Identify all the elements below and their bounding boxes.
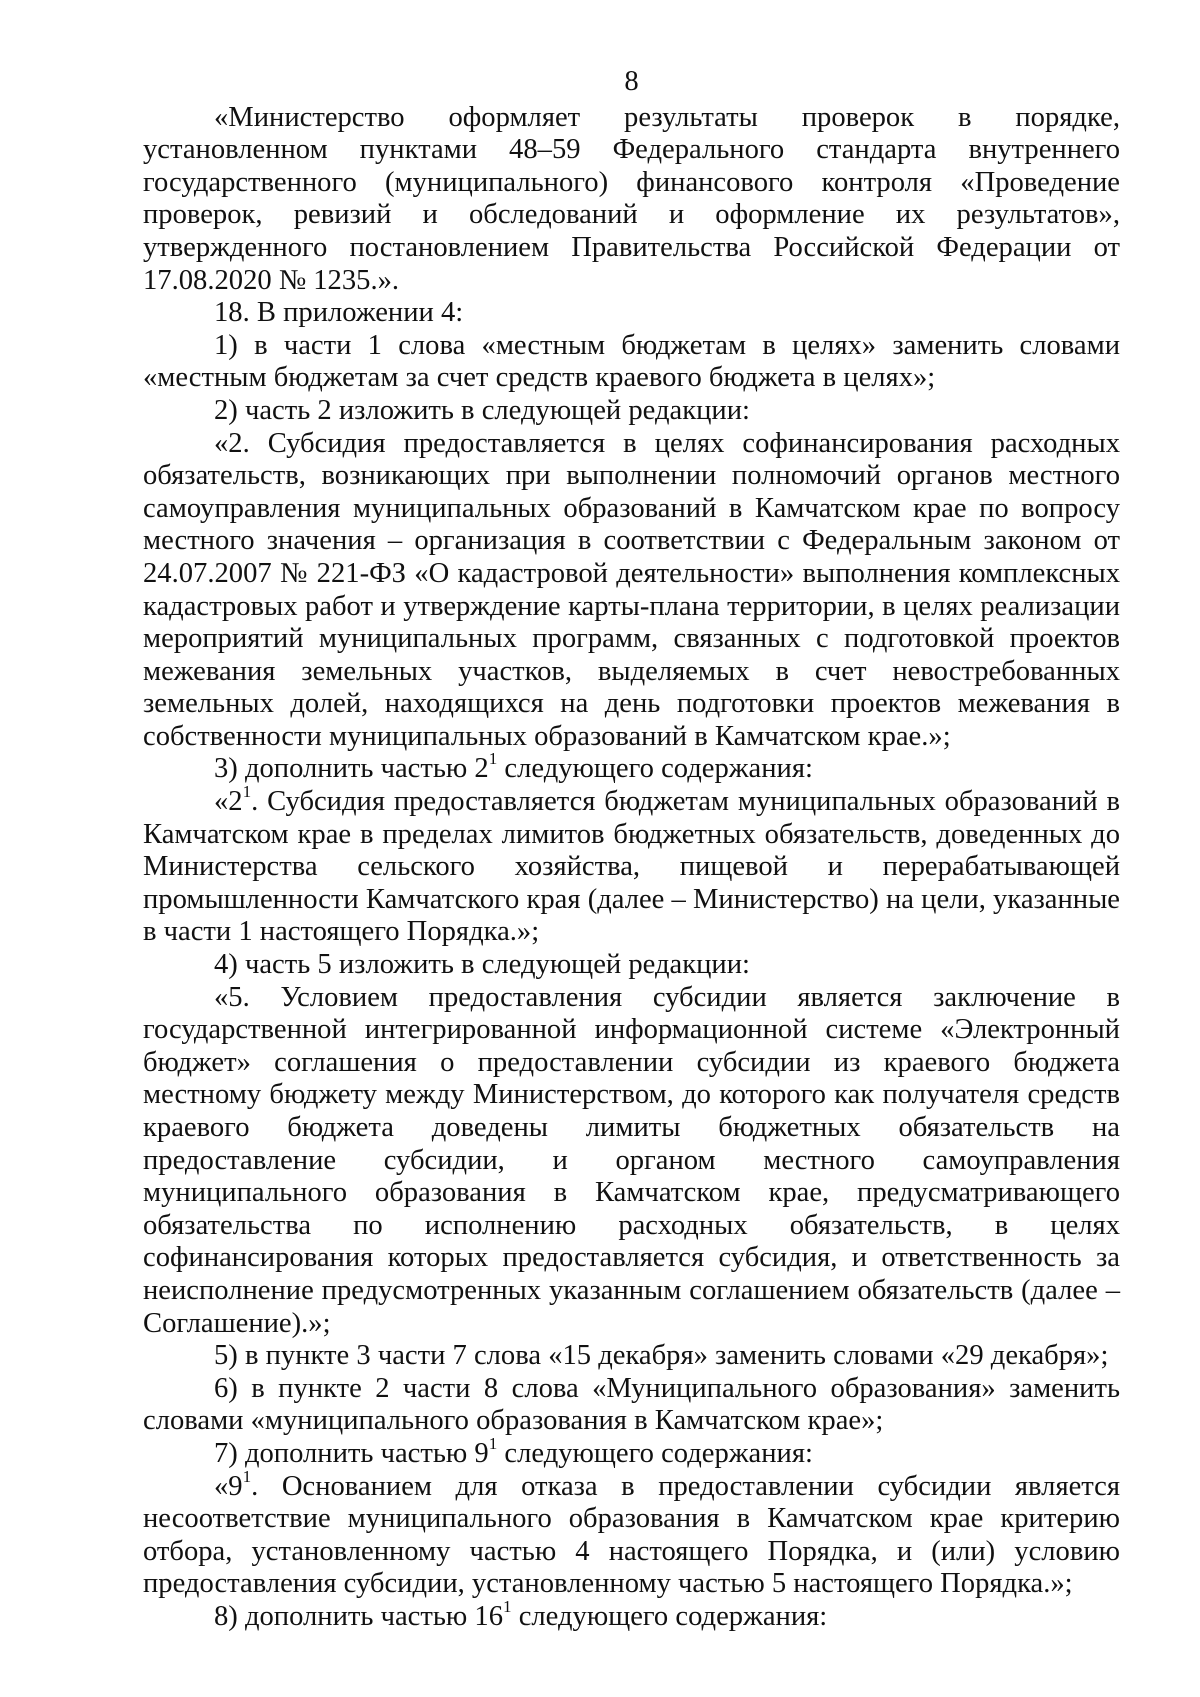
paragraph-subitem-8 [143, 1597, 1120, 1634]
paragraph-subitem-7 [143, 1434, 1120, 1471]
text-run: . Субсидия предоставляется бюджетам муниципальных образований в Камчатском крае в пределах лимитов бюджетных обязательств, доведенных до Министерства сельского хозяйства, пищевой и перерабатывающей промышленности Камчатского края (далее – Министерство) на цели, указанные в части 1 настоящего Порядка.»; [143, 786, 1120, 948]
text-run: «9 [214, 1470, 243, 1502]
paragraph-subitem-2: 2) часть 2 изложить в следующей редакции: [214, 394, 750, 426]
text-run: . Основанием для отказа в предоставлении субсидии является несоответствие муниципального образования в Камчатском крае критерию отбора, установленному частью 4 настоящего Порядка, и (или) условию предоставления субсидии, установленному частью 5 настоящего Порядка.»; [143, 1470, 1120, 1600]
text-run: следующего содержания: [497, 753, 813, 785]
paragraph-subitem-6: 6) в пункте 2 части 8 слова «Муниципального образования» заменить словами «муниципального образования в Камчатском крае»; [143, 1372, 1120, 1437]
paragraph-subitem-4: 4) часть 5 изложить в следующей редакции: [214, 949, 750, 981]
superscript: 1 [242, 1466, 252, 1486]
paragraph-part-5-text: «5. Условием предоставления субсидии является заключение в государственной интегрированной информационной системе «Электронный бюджет» соглашения о предоставлении субсидии из краевого бюджета местному бюджету между Министерством, до которого как получателя средств краевого бюджета доведены лимиты бюджетных обязательств на предоставление субсидии, и органом местного самоуправления муниципального образования в Камчатском крае, предусматривающего обязательства по исполнению расходных обязательств, в целях софинансирования которых предоставляется субсидия, и ответственность за неисполнение предусмотренных указанным соглашением обязательств (далее – Соглашение).»; [143, 981, 1120, 1339]
paragraph-part-2-1-text [143, 782, 1120, 949]
text-run: «2 [214, 786, 243, 818]
superscript: 1 [503, 1597, 512, 1617]
paragraph-subitem-3 [143, 749, 1120, 786]
page-number: 8 [624, 66, 639, 97]
paragraph-subitem-1: 1) в части 1 слова «местным бюджетам в целях» заменить словами «местным бюджетам за счет средств краевого бюджета в целях»; [143, 329, 1120, 394]
paragraph-part-2-text: «2. Субсидия предоставляется в целях софинансирования расходных обязательств, возникающих при выполнении полномочий органов местного самоуправления муниципальных образований в Камчатском крае по вопросу местного значения – организация в соответствии с Федеральным законом от 24.07.2007 № 221-ФЗ «О кадастровой деятельности» выполнения комплексных кадастровых работ и утверждение карты-плана территории, в целях реализации мероприятий муниципальных программ, связанных с подготовкой проектов межевания земельных участков, выделяемых в счет невостребованных земельных долей, находящихся на день подготовки проектов межевания в собственности муниципальных образований в Камчатском крае.»; [143, 427, 1120, 752]
superscript: 1 [488, 749, 498, 769]
paragraph-results-inspection: «Министерство оформляет результаты проверок в порядке, установленном пунктами 48–59 Федерального стандарта внутреннего государственного (муниципального) финансового контроля «Проведение проверок, ревизий и обследований и оформление их результатов», утвержденного постановлением Правительства Российской Федерации от 17.08.2020 № 1235.». [143, 101, 1120, 296]
paragraph-item-18: 18. В приложении 4: [214, 297, 464, 329]
text-run: 3) дополнить частью 2 [214, 753, 489, 785]
text-run: 8) дополнить частью 16 [214, 1600, 503, 1632]
text-run: следующего содержания: [511, 1600, 828, 1632]
text-run: следующего содержания: [497, 1437, 813, 1469]
paragraph-subitem-5: 5) в пункте 3 части 7 слова «15 декабря» заменить словами «29 декабря»; [214, 1340, 1109, 1372]
paragraph-part-9-1-text [143, 1466, 1120, 1601]
superscript: 1 [488, 1434, 498, 1454]
text-run: 7) дополнить частью 9 [214, 1437, 489, 1469]
document-page [143, 66, 1120, 1634]
superscript: 1 [242, 782, 252, 802]
